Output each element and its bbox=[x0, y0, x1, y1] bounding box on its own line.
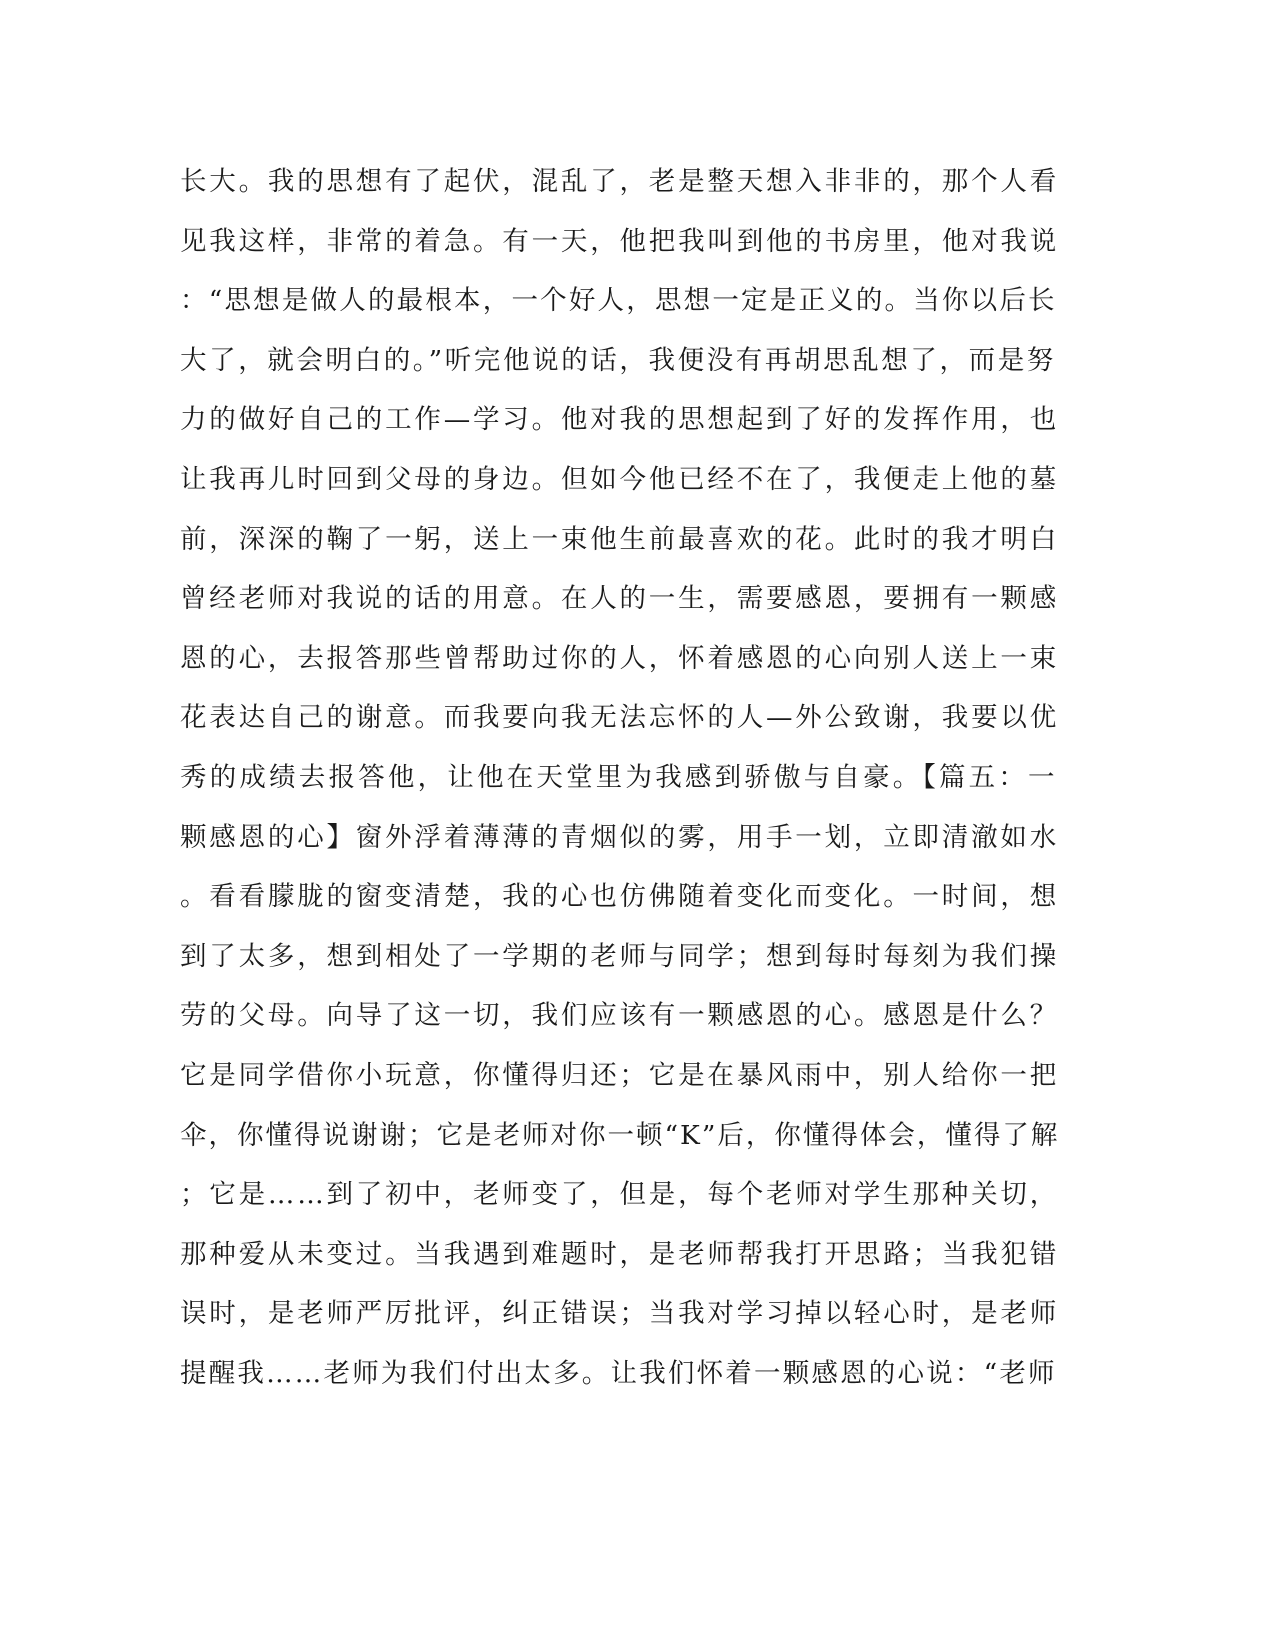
text-line-2: 见我这样，非常的着急。有一天，他把我叫到他的书房里，他对我说 bbox=[180, 225, 1059, 257]
text-line-16: 它是同学借你小玩意，你懂得归还；它是在暴风雨中，别人给你一把 bbox=[180, 1059, 1059, 1091]
text-line-20: 误时，是老师严厉批评，纠正错误；当我对学习掉以轻心时，是老师 bbox=[180, 1298, 1059, 1330]
body-text bbox=[180, 160, 1060, 1411]
text-line-4: 大了，就会明白的。”听完他说的话，我便没有再胡思乱想了，而是努 bbox=[180, 344, 1056, 376]
text-line-10: 花表达自己的谢意。而我要向我无法忘怀的人—外公致谢，我要以优 bbox=[180, 702, 1059, 734]
text-line-6: 让我再儿时回到父母的身边。但如今他已经不在了，我便走上他的墓 bbox=[180, 463, 1059, 495]
text-line-13: 。看看朦胧的窗变清楚，我的心也仿佛随着变化而变化。一时间，想 bbox=[180, 881, 1059, 913]
text-line-12: 颗感恩的心】窗外浮着薄薄的青烟似的雾，用手一划，立即清澈如水 bbox=[180, 821, 1059, 853]
text-line-11: 秀的成绩去报答他，让他在天堂里为我感到骄傲与自豪。【篇五：一 bbox=[180, 761, 1058, 793]
text-line-21: 提醒我……老师为我们付出太多。让我们怀着一颗感恩的心说：“老师 bbox=[180, 1357, 1057, 1389]
text-line-5: 力的做好自己的工作—学习。他对我的思想起到了好的发挥作用，也 bbox=[180, 404, 1059, 436]
text-line-7: 前，深深的鞠了一躬，送上一束他生前最喜欢的花。此时的我才明白 bbox=[180, 523, 1059, 555]
text-line-3: ：“思想是做人的最根本，一个好人，思想一定是正义的。当你以后长 bbox=[180, 285, 1057, 317]
text-line-1: 长大。我的思想有了起伏，混乱了，老是整天想入非非的，那个人看 bbox=[180, 166, 1059, 197]
text-line-14: 到了太多，想到相处了一学期的老师与同学；想到每时每刻为我们操 bbox=[180, 940, 1059, 972]
text-line-15: 劳的父母。向导了这一切，我们应该有一颗感恩的心。感恩是什么？ bbox=[180, 1000, 1059, 1032]
text-line-9: 恩的心，去报答那些曾帮助过你的人，怀着感恩的心向别人送上一束 bbox=[180, 642, 1059, 674]
text-line-19: 那种爱从未变过。当我遇到难题时，是老师帮我打开思路；当我犯错 bbox=[180, 1238, 1059, 1270]
text-line-18: ；它是……到了初中，老师变了，但是，每个老师对学生那种关切， bbox=[180, 1179, 1059, 1211]
text-line-8: 曾经老师对我说的话的用意。在人的一生，需要感恩，要拥有一颗感 bbox=[180, 583, 1059, 615]
text-line-17: 伞，你懂得说谢谢；它是老师对你一顿“K”后，你懂得体会，懂得了解 bbox=[180, 1119, 1060, 1151]
